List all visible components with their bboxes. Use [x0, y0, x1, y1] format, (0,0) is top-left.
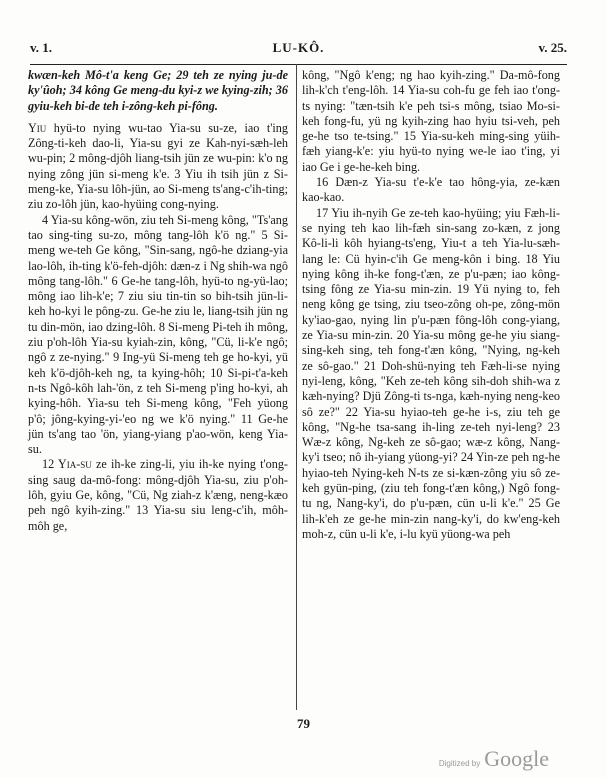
paragraph	[302, 206, 560, 543]
paragraph-text: kông, "Ngô k'eng; ng hao kyih-zing." Da-mô-fong lih-k'ch t'eng-lôh. 14 Yia-su coh-fu ge feh iao t'ong-ts nying: "tæn-tsih k'e peh tsi-s mông, tsiao Mo-si-keh fong-fu, yü ng kyih-zing hao hyiu tsi-veh, peh ge-he tso te-tsing." 15 Yia-su-keh ming-sing yüih-fæh yiang-k'e: yiu hyü-to nying we-le iao t'ing, yi iao Ge i ge-he-keh bing.	[302, 68, 560, 174]
paragraph-text: hyü-to nying wu-tao Yia-su su-ze, iao t'ing Zông-ti-keh dao-li, Yia-su gyi ze Kah-nyi-sæh-leh wu-pin; 2 mông-djôh liang-tsih jün ze wu-pin: k'o ng nying zông jün si-meng k'e. 3 Yiu ih tsih jün z Si-meng-ke, Yia-su lôh-jün, ao Si-meng ts'ang-c'ih-ting; ziu zo-lôh jün, kao-hyüing cong-nying.	[28, 120, 288, 212]
watermark-caption: Digitized by	[438, 759, 481, 768]
paragraph	[28, 457, 288, 533]
header-book-title: LU-KÔ.	[272, 40, 325, 55]
running-header	[30, 40, 567, 60]
paragraph-lead: Yiu	[28, 120, 47, 135]
paragraph	[28, 213, 288, 458]
header-rule	[30, 64, 567, 65]
page-number: 79	[297, 716, 310, 731]
left-column	[28, 68, 288, 534]
paragraph	[28, 68, 288, 114]
header-verse-right: v. 25.	[538, 40, 567, 55]
paragraph-lead: 12 Yia-su	[42, 457, 92, 472]
paragraph-text: 17 Yiu ih-nyih Ge ze-teh kao-hyüing; yiu Fæh-li-se nying teh kao lih-fæh sin-sang zo-kæn, z jong Kô-li-li kôh hyiang-ts'eng, Yiu-t a teh Yia-lu-sæh-lang le: Cü hyin-c'ih Ge meng-kôn i bing. 18 Yiu nying kông ih-ke fong-t'æn, ze p'u-pæn; iao kông-tsing fông ze Yia-su min-zin. 19 Yü nying to, feh neng kông ge tsing, ziu tseo-zông oh-pe, zông-mön ky'iao-gao, nying lin p'u-pæn fông-lôh cong-yiang, ze Yia-su min-zin. 20 Yia-su mông ge-he yiu siang-sing-keh sing, teh fong-t'æn kông, "Nying, ng-keh ze sô-gao." 21 Doh-shü-nying teh Fæh-li-se nying nyi-leng, kông, "Keh ze-teh kông sih-doh shih-wa z kæh-nying? Djü Zông-ti ts-nga, kæh-nying neng-keo sô ze?" 22 Yia-su hyiao-teh ge-he i-s, ziu teh ge kông, "Ng-he tsa-sang ih-ling ze-teh nyi-leng? 23 Wæ-z kông, Ng-keh ze sô-gao; wæ-z kông, Nang-ky'i tseo; nô ih-yiang yüong-yi? 24 Yin-ze peh ng-he hyiao-teh Nying-keh N-ts ze si-kæn-zông yiu sô ze-keh gyün-ping, (ziu teh fong-t'æn kông,) Ngô fong-tu ng, Nang-ky'i, do p'u-pæn, cün u-li k'e." 25 Ge lih-k'eh ze ge-he min-zin nang-ky'i, do kw'eng-keh moh-z, cün u-li k'e, i-lu kyü yüong-wa peh	[302, 205, 560, 541]
google-digitized-watermark	[439, 746, 549, 772]
paragraph-text: 4 Yia-su kông-wön, ziu teh Si-meng kông, "Ts'ang tao sing-ting su-zo, mông tang-lôh k'ö ng." 5 Si-meng we-teh Ge kông, "Sin-sang, ngô-he dziang-yia lao-lôh, ih-ting k'ö-feh-djôh: dæn-z i Ng shih-wa ngô mông tang-lôh." 6 Ge-he tang-lôh, hyü-to ng-yü-lao; mông iao lih-k'e; 7 ziu siu tin-tin so bih-tsih jün-li-keh ho-kyi le pông-zu. Ge-he ziu le, liang-tsih jün ng tu din-mön, iao dzing-lôh. 8 Si-meng Pi-teh ih mông, ziu p'oh-lôh Yia-su kyiah-zin, kông, "Cü, li-k'e ngô; ngô z ze-nying." 9 Ing-yü Si-meng teh ge ho-kyi, yü keh k'ö-djôh-keh ng, ta kying-hôh; 10 Si-pi-t'a-keh n-ts Ngô-kôh lah-'ön, z teh Si-meng p'ing ho-kyi, ah kying-hôh. Yia-su teh Si-meng kông, "Feh yüong p'ô; jông-kying-yi-'eo ng we k'ö nying." 11 Ge-he jün ts'ang tao 'ön, yiang-yiang p'ao-wön, keng Yia-su.	[28, 212, 288, 457]
paragraph-text: ze ih-ke zing-li, yiu ih-ke nying t'ong-sing saug da-mô-fong: mông-djôh Yia-su, ziu p'oh-lôh, gyiu Ge, kông, "Cü, Ng ziah-z k'æng, neng-kæo peh ngô kyih-zing." 13 Yia-su siu leng-c'ih, môh-môh ge,	[28, 457, 288, 533]
paragraph	[302, 68, 560, 175]
watermark-logo: Google	[484, 746, 549, 771]
paragraph	[302, 175, 560, 206]
header-verse-left: v. 1.	[30, 40, 53, 55]
right-column	[302, 68, 560, 542]
paragraph-text: 16 Dæn-z Yia-su t'e-k'e tao hông-yia, ze-kæn kao-kao.	[302, 175, 560, 205]
column-divider	[296, 64, 297, 710]
paragraph-text: kwæn-keh Mô-t'a keng Ge; 29 teh ze nying ju-de ky'ûoh; 34 kông Ge meng-du kyi-z we kying-zih; 36 gyiu-keh bi-de teh i-zông-keh pi-fông.	[28, 68, 288, 113]
paragraph	[28, 121, 288, 213]
